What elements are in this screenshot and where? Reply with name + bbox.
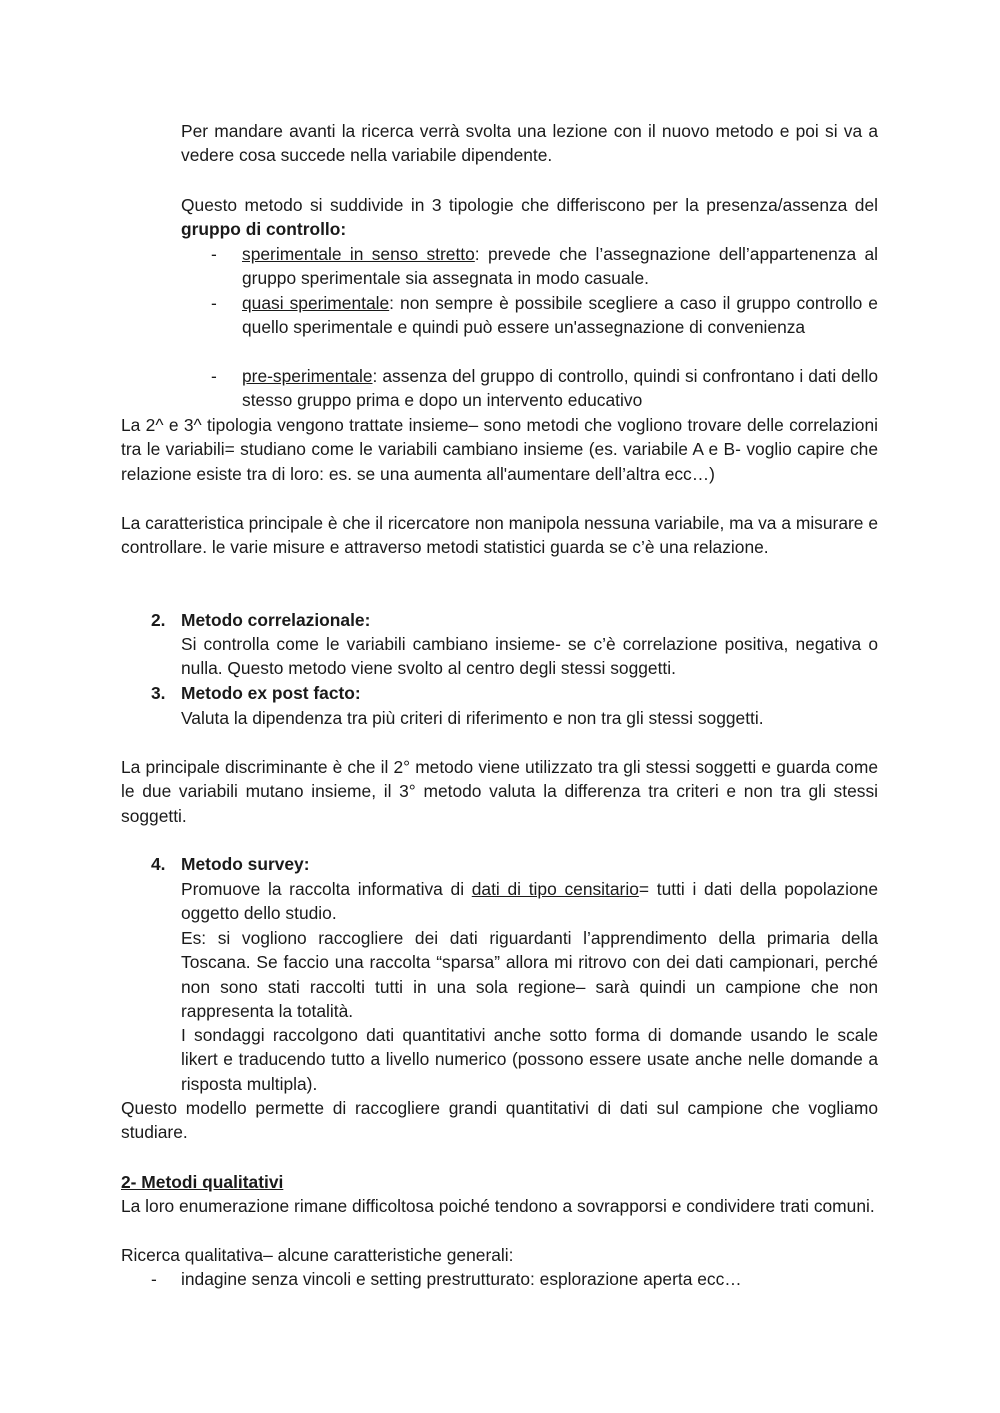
list-item-text [242,291,878,340]
survey-text: Promuove la raccolta informativa di [181,879,472,899]
list-item-description: : non sempre è possibile scegliere a caso il gruppo controllo e quello sperimentale e quindi può essere un'assegnazione di convenienza [242,293,878,338]
survey-paragraph-2: Es: si vogliono raccogliere dei dati riguardanti l’apprendimento della primaria della Toscana. Se faccio una raccolta “sparsa” allora mi ritrovo con dei dati campionari, perché non sono stati raccolti tutti in una sola regione– sarà quindi un campione che non rappresenta la totalità. [181,928,878,1022]
section-heading: 2- Metodi qualitativi [121,1172,284,1192]
survey-paragraph-3: I sondaggi raccolgono dati quantitativi anche sotto forma di domande usando le scale likert e traducendo tutto a livello numerico (possono essere usate anche nelle domande a risposta multipla). [181,1025,878,1094]
model-paragraph: Questo modello permette di raccogliere grandi quantitativi di dati sul campione che vogliamo studiare. [121,1098,878,1143]
qualitative-paragraph-1: La loro enumerazione rimane difficoltosa poiché tendono a sovrapporsi e condividere trati comuni. [121,1196,875,1216]
control-group-term: gruppo di controllo: [181,219,347,240]
list-bullet: - [211,366,217,386]
list-item-text [242,364,878,413]
survey-paragraph-1 [181,877,878,926]
list-item-description: : assenza del gruppo di controllo, quindi si confrontano i dati dello stesso gruppo prima e dopo un intervento educativo [242,366,878,411]
intro-text: Per mandare avanti la ricerca verrà svolta una lezione con il nuovo metodo e poi si va a vedere cosa succede nella variabile dipendente. [181,121,878,166]
method-title: Metodo ex post facto: [181,683,361,703]
method-title: Metodo correlazionale: [181,610,371,630]
list-item-term: sperimentale in senso stretto [242,244,475,264]
typology-intro-paragraph [181,193,878,242]
list-item-text [242,242,878,291]
discriminant-paragraph: La principale discriminante è che il 2° metodo viene utilizzato tra gli stessi soggetti e guarda come le due variabili mutano insieme, il 3° metodo valuta la differenza tra criteri e non tra gli stessi soggetti. [121,757,878,826]
list-item-text: indagine senza vincoli e setting prestrutturato: esplorazione aperta ecc… [181,1269,742,1289]
list-item-term: pre-sperimentale [242,366,373,386]
typology-paragraph: La 2^ e 3^ tipologia vengono trattate insieme– sono metodi che vogliono trovare delle correlazioni tra le variabili= studiano come le variabili cambiano insieme (es. variabile A e B- voglio capire che relazione esiste tra di loro: es. se una aumenta all'aumentare dell’altra ecc…) [121,415,878,484]
method-body: Valuta la dipendenza tra più criteri di riferimento e non tra gli stessi soggetti. [181,708,764,728]
method-number: 3. [151,683,166,703]
intro-paragraph [181,119,878,168]
list-item-term: quasi sperimentale [242,293,390,313]
list-bullet: - [211,244,217,264]
survey-text-suffix: = tutti i dati della popolazione oggetto dello studio. [181,879,878,924]
method-title: Metodo survey: [181,854,310,874]
method-body: Si controlla come le variabili cambiano insieme- se c’è correlazione positiva, negativa o nulla. Questo metodo viene svolto al centro degli stessi soggetti. [181,634,878,679]
list-item-description: : prevede che l’assegnazione dell’appartenenza al gruppo sperimentale sia assegnata in modo casuale. [242,244,878,289]
method-number: 4. [151,854,166,874]
typology-intro-text: Questo metodo si suddivide in 3 tipologie che differiscono per la presenza/assenza del [181,195,878,215]
method-number: 2. [151,610,166,630]
qualitative-paragraph-2: Ricerca qualitativa– alcune caratteristiche generali: [121,1245,514,1265]
list-bullet: - [151,1269,157,1289]
list-bullet: - [211,293,217,313]
census-data-term: dati di tipo censitario [471,879,639,899]
characteristic-paragraph: La caratteristica principale è che il ricercatore non manipola nessuna variabile, ma va a misurare e controllare. le varie misure e attraverso metodi statistici guarda se c’è una relazione. [121,513,878,558]
